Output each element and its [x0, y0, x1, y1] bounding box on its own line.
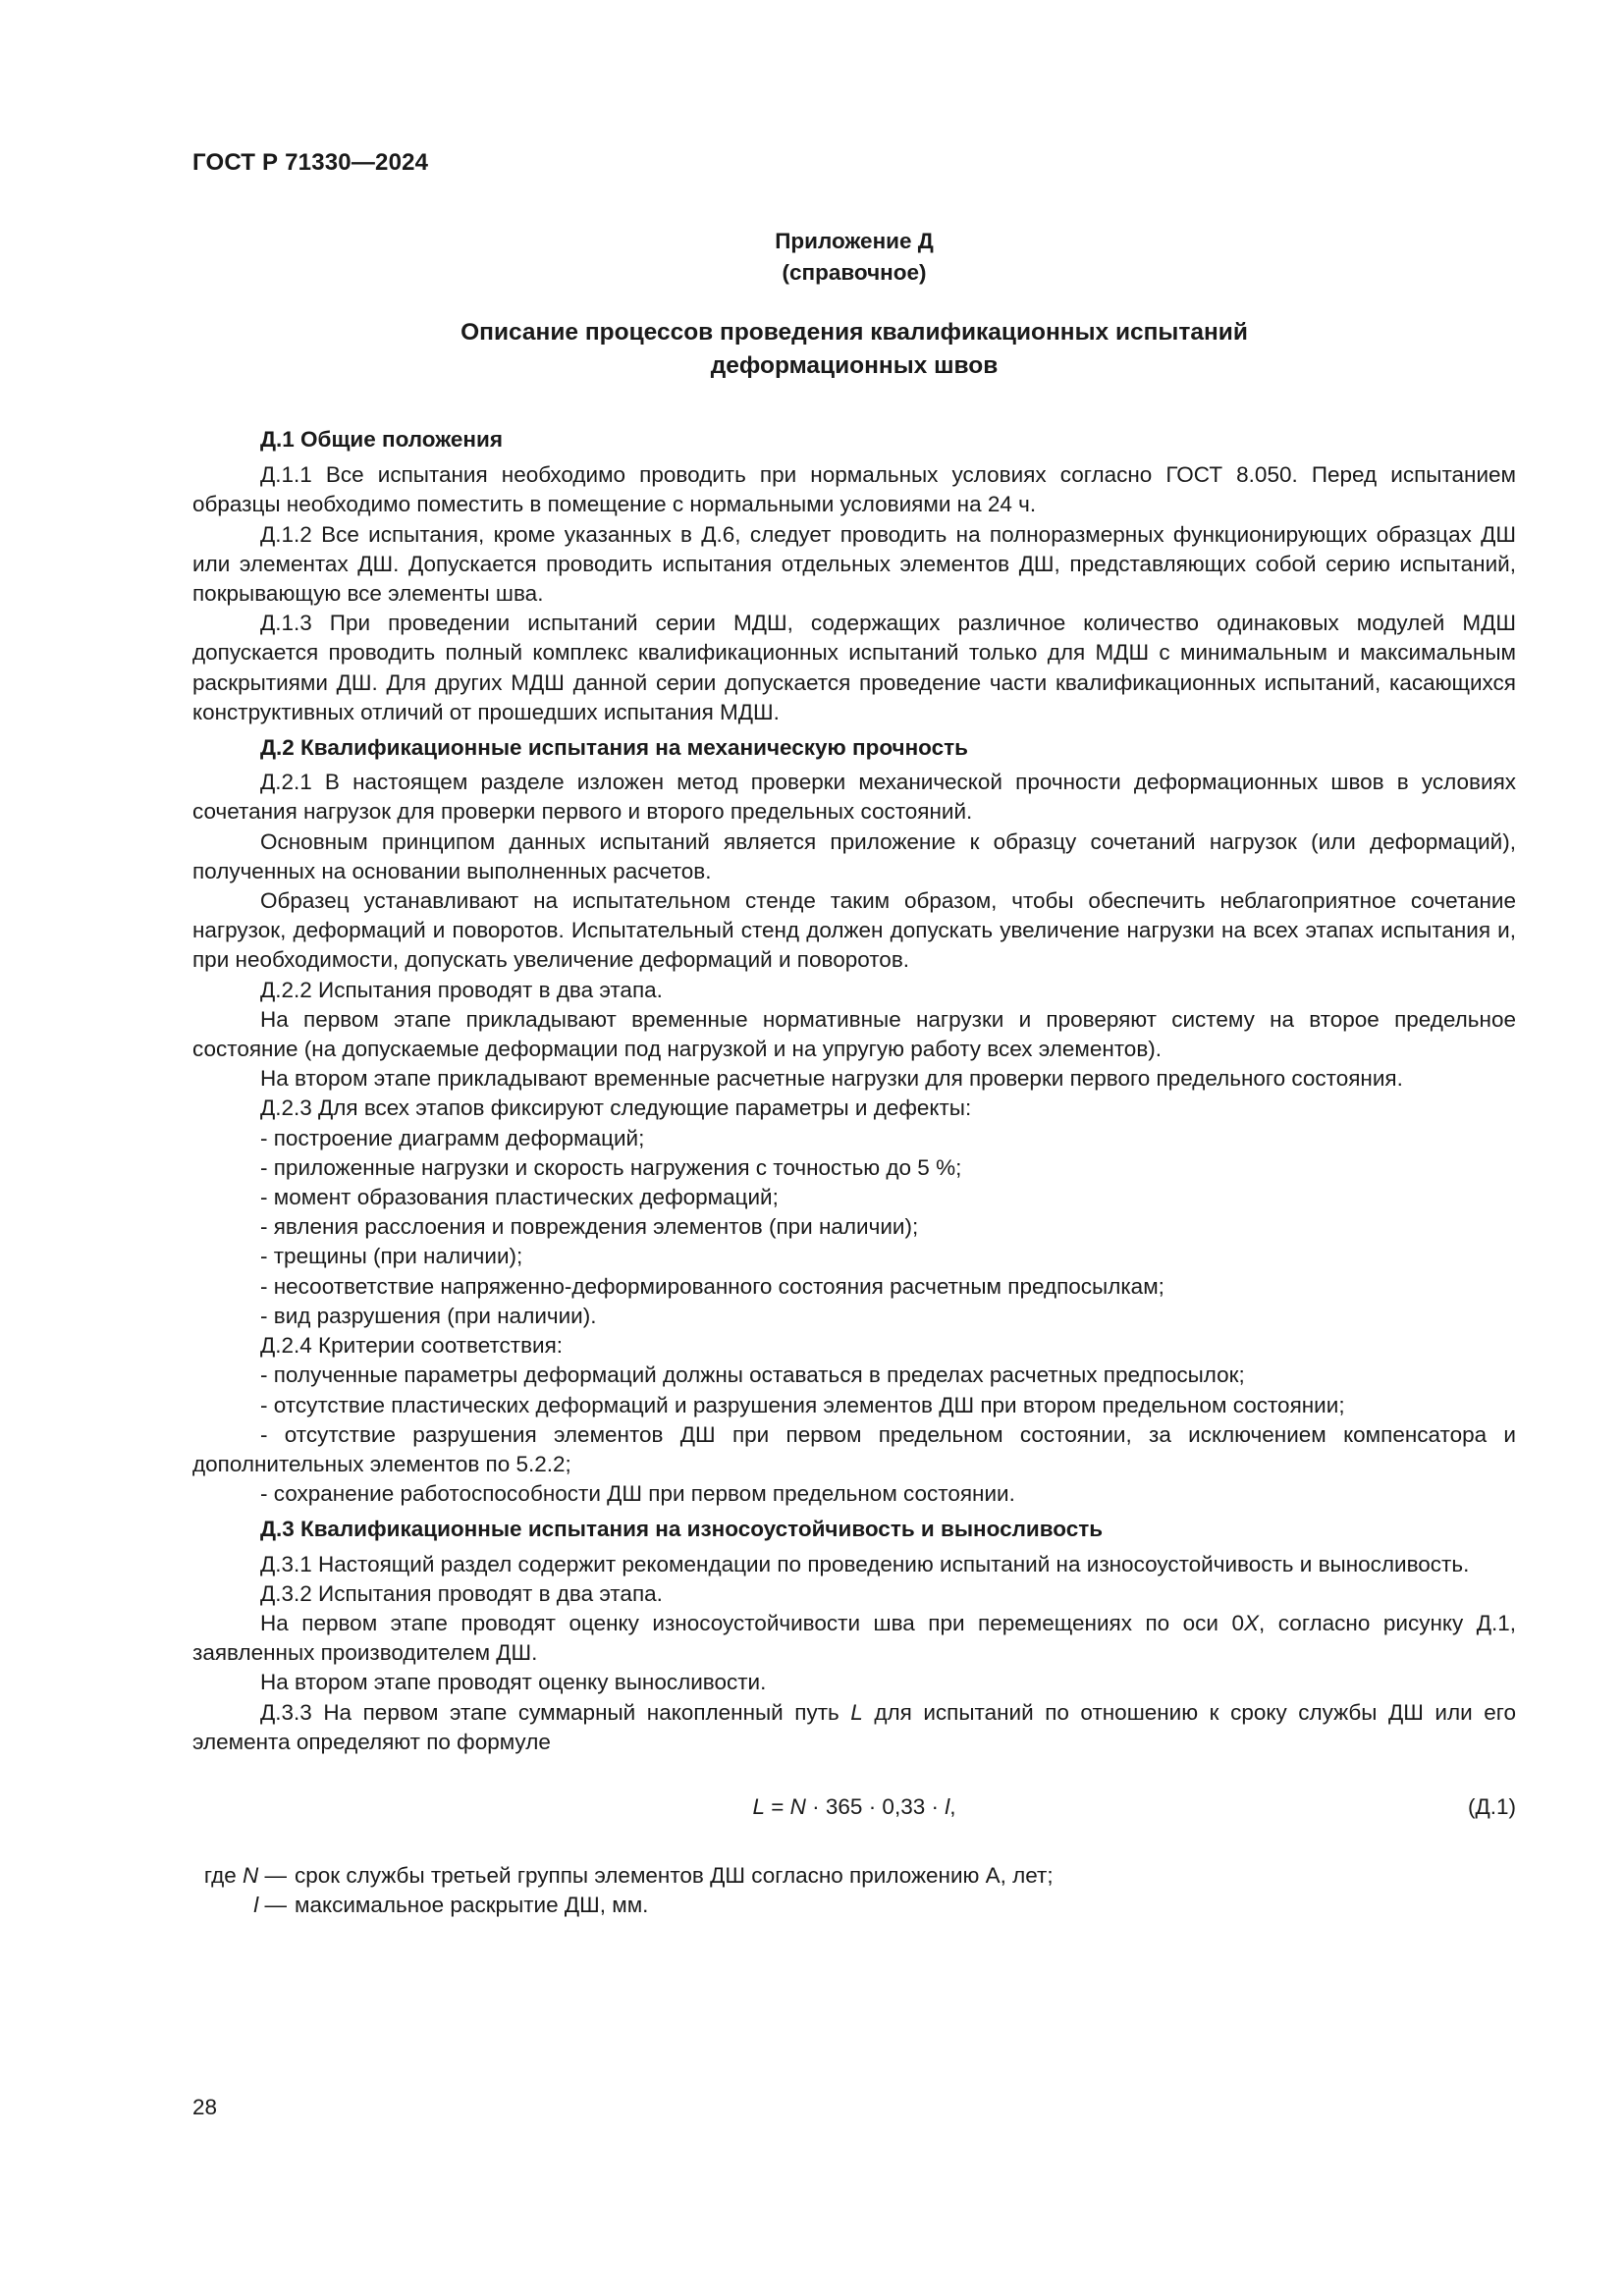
legend-prefix: где	[203, 1862, 243, 1888]
legend-row	[192, 1861, 1516, 1891]
paragraph-d1-2: Д.1.2 Все испытания, кроме указанных в Д.6, следует проводить на полноразмерных функционирующих образцах ДШ или элементах ДШ. Допускается проводить испытания отдельных элементов ДШ, представляющих собой серию испытаний, покрывающую все элементы шва.	[192, 521, 1516, 607]
paragraph-d1-1: Д.1.1 Все испытания необходимо проводить при нормальных условиях согласно ГОСТ 8.050. Перед испытанием образцы необходимо поместить в помещение с нормальными условиями на 24 ч.	[192, 462, 1516, 517]
legend-var-N: N	[242, 1862, 259, 1888]
paragraph-d2-1: Д.2.1 В настоящем разделе изложен метод проверки механической прочности деформационных швов в условиях сочетания нагрузок для проверки первого и второго предельных состояний.	[192, 770, 1516, 825]
text-run: На первом этапе проводят оценку износоустойчивости шва при перемещениях по оси 0	[260, 1610, 1245, 1635]
paragraph-d3-stage-1	[192, 1609, 1516, 1668]
paragraph-d1-3: Д.1.3 При проведении испытаний серии МДШ, содержащих различное количество одинаковых модулей МДШ допускается проводить полный комплекс квалификационных испытаний только для МДШ с минимальным и максимальным раскрытиями ДШ. Для других МДШ данной серии допускается проведение части квалификационных испытаний, касающихся конструктивных отличий от прошедших испытания МДШ.	[192, 611, 1516, 724]
path-variable: L	[850, 1699, 863, 1725]
formula-end: ,	[949, 1793, 956, 1819]
axis-variable: X	[1244, 1610, 1260, 1635]
list-item: - полученные параметры деформаций должны оставаться в пределах расчетных предпосылок;	[260, 1362, 1245, 1388]
document-title	[192, 316, 1516, 383]
list-item: - отсутствие пластических деформаций и разрушения элементов ДШ при втором предельном состоянии;	[260, 1392, 1345, 1417]
text-run: для испытаний по отношению к сроку службы ДШ или его элемента определяют по формуле	[192, 1699, 1516, 1754]
list-item: - вид разрушения (при наличии).	[260, 1303, 597, 1328]
list-item: - момент образования пластических деформаций;	[260, 1185, 779, 1210]
formula-legend	[192, 1861, 1516, 1920]
paragraph-d2-4: Д.2.4 Критерии соответствия:	[260, 1333, 564, 1359]
section-heading-d1: Д.1 Общие положения	[260, 427, 503, 452]
list-item: - сохранение работоспособности ДШ при первом предельном состоянии.	[260, 1481, 1015, 1507]
legend-desc: максимальное раскрытие ДШ, мм.	[295, 1893, 649, 1918]
document-body	[192, 425, 1516, 1920]
list-item: - построение диаграмм деформаций;	[260, 1125, 645, 1150]
list-item: - несоответствие напряженно-деформированного состояния расчетным предпосылкам;	[260, 1273, 1164, 1299]
paragraph-d2-principle: Основным принципом данных испытаний является приложение к образцу сочетаний нагрузок (или деформаций), полученных на основании выполненных расчетов.	[192, 828, 1516, 883]
list-item-wrapped: - отсутствие разрушения элементов ДШ при первом предельном состоянии, за исключением компенсатора и дополнительных элементов по 5.2.2;	[192, 1421, 1516, 1476]
paragraph-d2-stage-1: На первом этапе прикладывают временные нормативные нагрузки и проверяют систему на второе предельное состояние (на допускаемые деформации под нагрузкой и на упругую работу всех элементов).	[192, 1006, 1516, 1062]
formula-var-l: l	[945, 1793, 950, 1819]
standard-designation: ГОСТ Р 71330—2024	[192, 149, 429, 176]
appendix-type: (справочное)	[782, 260, 927, 285]
paragraph-d2-3: Д.2.3 Для всех этапов фиксируют следующие параметры и дефекты:	[260, 1095, 972, 1121]
paragraph-d3-1: Д.3.1 Настоящий раздел содержит рекомендации по проведению испытаний на износоустойчивость и выносливость.	[260, 1551, 1470, 1576]
formula-var-N: N	[789, 1793, 806, 1819]
text-run: Д.3.3 На первом этапе суммарный накопленный путь	[260, 1699, 851, 1725]
legend-term	[192, 1891, 295, 1920]
section-heading-d2: Д.2 Квалификационные испытания на механическую прочность	[260, 735, 968, 761]
legend-dash: —	[258, 1862, 287, 1888]
page-number: 28	[192, 2095, 218, 2119]
legend-term	[192, 1861, 295, 1891]
document-title-line-2: деформационных швов	[710, 352, 999, 379]
list-item: - приложенные нагрузки и скорость нагружения с точностью до 5 %;	[260, 1154, 962, 1180]
document-title-line-1: Описание процессов проведения квалификационных испытаний	[460, 319, 1248, 346]
formula-eq: =	[765, 1793, 790, 1819]
legend-desc: срок службы третьей группы элементов ДШ согласно приложению А, лет;	[295, 1862, 1054, 1888]
paragraph-d3-2: Д.3.2 Испытания проводят в два этапа.	[260, 1580, 663, 1606]
list-item: - трещины (при наличии);	[260, 1244, 523, 1269]
text-run: , согласно рисунку Д.1, заявленных производителем ДШ.	[192, 1610, 1516, 1666]
paragraph-d3-stage-2: На втором этапе проводят оценку выносливости.	[260, 1670, 767, 1695]
legend-var-l: l	[253, 1893, 259, 1918]
formula-expression	[192, 1792, 1516, 1822]
paragraph-d2-2: Д.2.2 Испытания проводят в два этапа.	[260, 977, 663, 1002]
formula-mid: · 365 · 0,33 ·	[805, 1793, 946, 1819]
paragraph-d3-3	[192, 1698, 1516, 1757]
section-heading-d3: Д.3 Квалификационные испытания на износоустойчивость и выносливость	[260, 1517, 1104, 1542]
legend-row	[192, 1891, 1516, 1920]
list-item: - явления расслоения и повреждения элементов (при наличии);	[260, 1214, 919, 1240]
paragraph-d2-stage-2: На втором этапе прикладывают временные расчетные нагрузки для проверки первого предельного состояния.	[260, 1066, 1403, 1092]
paragraph-d2-specimen: Образец устанавливают на испытательном стенде таким образом, чтобы обеспечить неблагоприятное сочетание нагрузок, деформаций и поворотов. Испытательный стенд должен допускать увеличение нагрузки на всех этапах испытания и, при необходимости, допускать увеличение деформаций и поворотов.	[192, 888, 1516, 973]
appendix-title: Приложение Д	[775, 229, 934, 253]
appendix-heading	[192, 226, 1516, 289]
formula-number: (Д.1)	[1468, 1793, 1516, 1819]
formula-d1	[192, 1792, 1516, 1822]
legend-dash: —	[258, 1893, 287, 1918]
formula-var-L: L	[752, 1793, 765, 1819]
